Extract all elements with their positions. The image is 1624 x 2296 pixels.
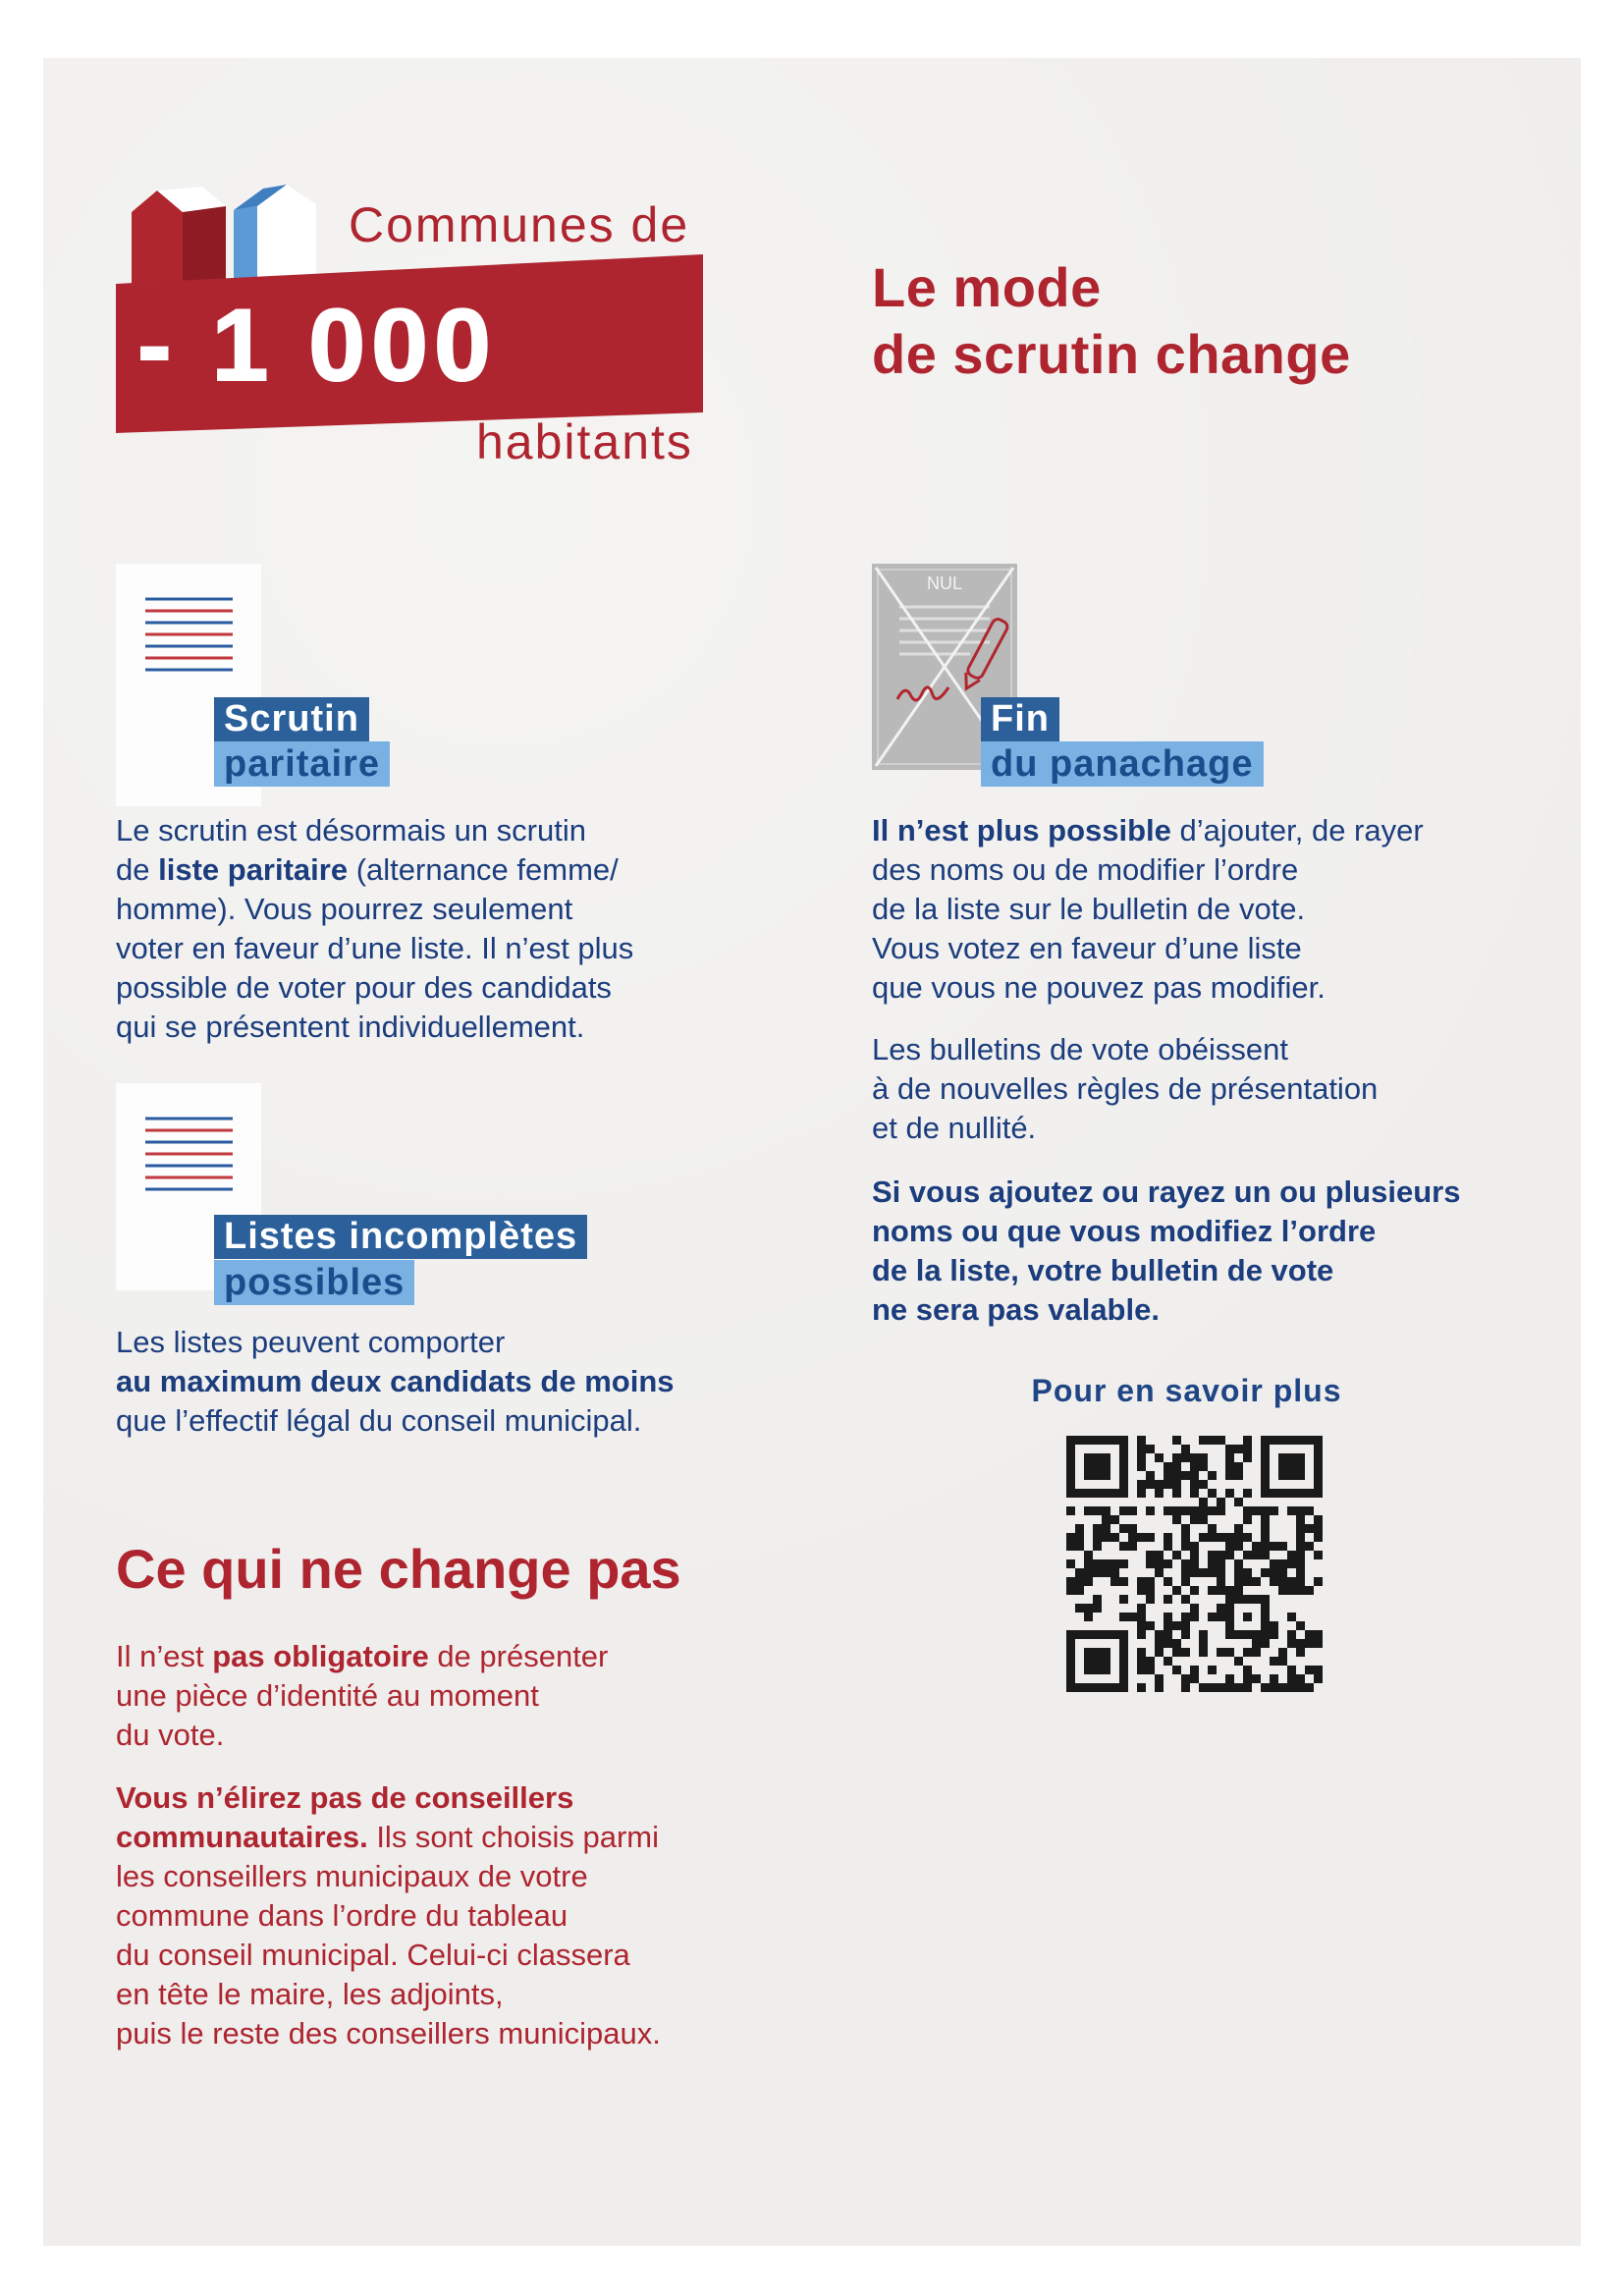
page-title xyxy=(872,254,1351,388)
text-line xyxy=(872,1173,1460,1212)
text-line xyxy=(116,850,633,890)
text-segment: une pièce d’identité au moment xyxy=(116,1678,539,1713)
bold-text-segment: Il n’est plus possible xyxy=(872,813,1171,847)
text-line xyxy=(116,1676,608,1716)
text-line xyxy=(116,968,633,1008)
scrutin-paritaire-text xyxy=(116,811,633,1047)
text-line xyxy=(116,811,633,850)
text-line xyxy=(116,890,633,929)
fin-panachage-label-line1: Fin xyxy=(981,697,1059,741)
bold-text-segment: communautaires. xyxy=(116,1820,368,1854)
text-line xyxy=(116,1778,661,1818)
text-segment: à de nouvelles règles de présentation xyxy=(872,1071,1379,1106)
title-line: de scrutin change xyxy=(872,323,1351,385)
panachage-paragraph-2 xyxy=(872,1030,1378,1148)
text-line xyxy=(872,968,1424,1008)
text-segment: des noms ou de modifier l’ordre xyxy=(872,852,1299,887)
text-line xyxy=(116,1975,661,2014)
text-segment: puis le reste des conseillers municipaux. xyxy=(116,2016,661,2050)
text-segment: que l’effectif légal du conseil municipal. xyxy=(116,1403,642,1438)
text-segment: Vous votez en faveur d’une liste xyxy=(872,931,1302,965)
text-line xyxy=(116,1896,661,1936)
text-segment: Les bulletins de vote obéissent xyxy=(872,1032,1288,1066)
bold-text-segment: liste paritaire xyxy=(158,852,349,887)
text-segment: de présenter xyxy=(428,1639,609,1673)
text-segment: commune dans l’ordre du tableau xyxy=(116,1898,568,1933)
text-segment: de la liste sur le bulletin de vote. xyxy=(872,892,1306,926)
text-line xyxy=(872,1109,1378,1148)
bold-text-segment: de la liste, votre bulletin de vote xyxy=(872,1253,1334,1287)
text-line xyxy=(116,1716,608,1755)
population-count: - 1 000 xyxy=(137,289,497,403)
houses-icon xyxy=(132,185,316,284)
text-segment: d’ajouter, de rayer xyxy=(1170,813,1424,847)
qr-code-icon xyxy=(1066,1436,1323,1692)
text-line xyxy=(872,929,1424,968)
habitants-label: habitants xyxy=(476,414,693,469)
text-line xyxy=(116,1362,675,1401)
listes-incompletes-label-line2: possibles xyxy=(214,1260,414,1305)
bold-text-segment: ne sera pas valable. xyxy=(872,1292,1160,1327)
text-segment: homme). Vous pourrez seulement xyxy=(116,892,573,926)
text-line xyxy=(116,2014,661,2053)
bold-text-segment: pas obligatoire xyxy=(212,1639,429,1673)
text-segment: Les listes peuvent comporter xyxy=(116,1325,506,1359)
text-segment: voter en faveur d’une liste. Il n’est plus xyxy=(116,931,634,965)
text-line xyxy=(872,1030,1378,1069)
text-segment: possible de voter pour des candidats xyxy=(116,970,612,1005)
text-line xyxy=(872,1290,1460,1330)
text-segment: qui se présentent individuellement. xyxy=(116,1010,585,1044)
text-line xyxy=(116,1008,633,1047)
fin-panachage-label-line2: du panachage xyxy=(981,741,1264,787)
bold-text-segment: au maximum deux candidats de moins xyxy=(116,1364,675,1398)
text-line xyxy=(872,1212,1460,1251)
qr-modules xyxy=(1066,1436,1323,1692)
more-info-label: Pour en savoir plus xyxy=(1031,1373,1342,1408)
text-line xyxy=(872,1069,1378,1109)
listes-incompletes-label-line1: Listes incomplètes xyxy=(214,1215,587,1259)
text-line xyxy=(116,1857,661,1896)
text-segment: de xyxy=(116,852,159,887)
communes-de-label: Communes de xyxy=(349,197,690,252)
panachage-paragraph-3 xyxy=(872,1173,1460,1330)
unchanged-paragraph-1 xyxy=(116,1637,608,1755)
text-line xyxy=(116,1401,675,1441)
text-line xyxy=(116,1323,675,1362)
text-segment: du vote. xyxy=(116,1718,225,1752)
text-line xyxy=(116,1637,608,1676)
text-segment: et de nullité. xyxy=(872,1111,1037,1145)
text-line xyxy=(872,1251,1460,1290)
bold-text-segment: Vous n’élirez pas de conseillers xyxy=(116,1780,574,1815)
void-ballot-label: NUL xyxy=(926,574,963,593)
text-segment: Ils sont choisis parmi xyxy=(367,1820,660,1854)
unchanged-paragraph-2 xyxy=(116,1778,661,2053)
panachage-paragraph-1 xyxy=(872,811,1424,1008)
text-segment: en tête le maire, les adjoints, xyxy=(116,1977,504,2011)
scrutin-paritaire-label-line2: paritaire xyxy=(214,741,390,787)
text-line xyxy=(872,890,1424,929)
section-heading: Ce qui ne change pas xyxy=(116,1538,681,1600)
title-line: Le mode xyxy=(872,256,1102,318)
text-segment: (alternance femme/ xyxy=(348,852,619,887)
text-line xyxy=(872,850,1424,890)
listes-incompletes-text xyxy=(116,1323,675,1441)
text-segment: les conseillers municipaux de votre xyxy=(116,1859,588,1893)
text-line xyxy=(116,1936,661,1975)
text-segment: Le scrutin est désormais un scrutin xyxy=(116,813,586,847)
bold-text-segment: Si vous ajoutez ou rayez un ou plusieurs xyxy=(872,1175,1461,1209)
text-segment: que vous ne pouvez pas modifier. xyxy=(872,970,1326,1005)
text-line xyxy=(116,1818,661,1857)
scrutin-paritaire-label-line1: Scrutin xyxy=(214,697,369,741)
text-segment: Il n’est xyxy=(116,1639,213,1673)
text-line xyxy=(872,811,1424,850)
text-segment: du conseil municipal. Celui-ci classera xyxy=(116,1938,630,1972)
text-line xyxy=(116,929,633,968)
bold-text-segment: noms ou que vous modifiez l’ordre xyxy=(872,1214,1377,1248)
